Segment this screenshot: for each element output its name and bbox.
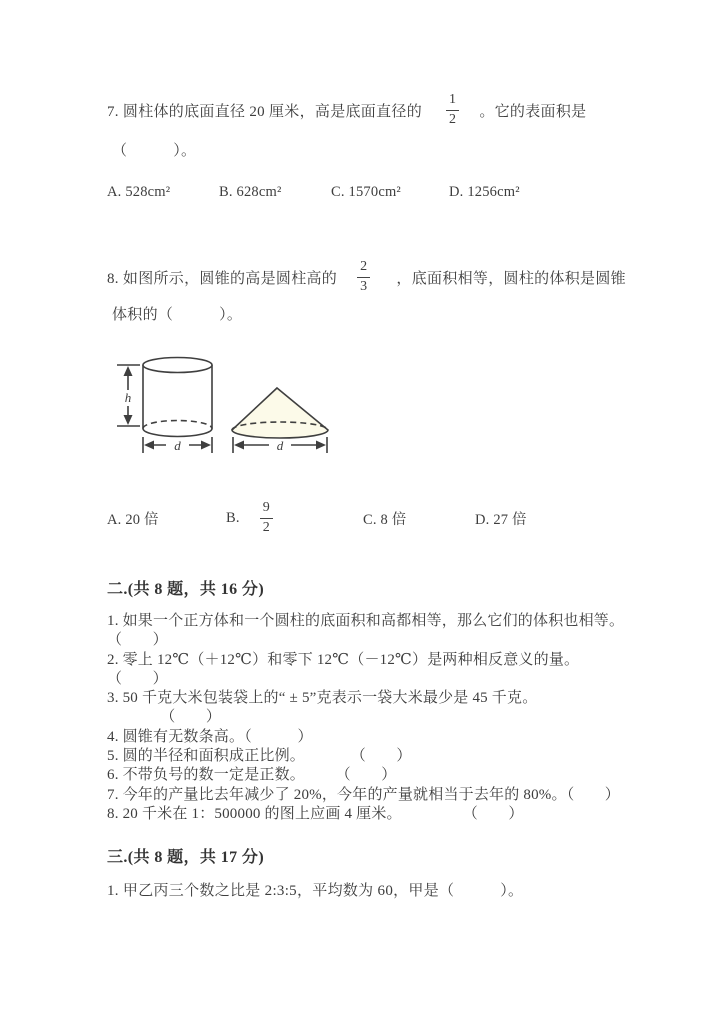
height-label: h [124, 390, 132, 405]
section-3-header: 三.(共 8 题，共 17 分) [107, 849, 265, 866]
cylinder-body [143, 365, 212, 437]
cone-d-arrowhead-left [234, 441, 244, 450]
question-7-option-d: D. 1256cm² [449, 184, 520, 200]
geometry-diagram [103, 352, 343, 464]
section-3-question-1: 1. 甲乙丙三个数之比是 2:3:5，平均数为 60，甲是（ ）。 [107, 883, 524, 899]
statement-line: 1. 如果一个正方体和一个圆柱的底面积和高都相等，那么它们的体积也相等。 [107, 613, 625, 629]
cone-body [232, 388, 328, 438]
cone-diameter-label: d [276, 438, 284, 453]
statement-line: 2. 零上 12℃（＋12℃）和零下 12℃（－12℃）是两种相反意义的量。 [107, 651, 580, 668]
statement-line: （ ） [107, 670, 168, 687]
statement-line: 8. 20 千米在 1：500000 的图上应画 4 厘米。 （ ） [107, 805, 524, 822]
question-7-text-after: 。它的表面积是 [479, 103, 587, 120]
question-7-option-a: A. 528cm² [107, 184, 171, 200]
cylinder-top-face [143, 358, 212, 373]
statement-line: 3. 50 千克大米包装袋上的“ ± 5”克表示一袋大米最少是 45 千克。 [107, 690, 538, 707]
question-8-option-b-label: B. [226, 509, 240, 526]
statement-line: 6. 不带负号的数一定是正数。 （ ） [107, 767, 397, 784]
fraction-denominator: 2 [446, 110, 459, 128]
section-2-statements [107, 612, 652, 824]
statement-line: 5. 圆的半径和面积成正比例。 （ ） [107, 748, 412, 765]
question-8-option-a: A. 20 倍 [107, 511, 159, 528]
question-7-text-before: 7. 圆柱体的底面直径 20 厘米，高是底面直径的 [107, 103, 423, 120]
question-7-option-c: C. 1570cm² [331, 184, 401, 200]
statement-line: 7. 今年的产量比去年减少了 20%，今年的产量就相当于去年的 80%。（ ） [107, 786, 620, 803]
fraction-nine-halves [260, 500, 273, 535]
question-8-option-b [226, 492, 273, 544]
fraction-one-half [446, 92, 459, 127]
question-7-line1 [107, 84, 586, 136]
cylinder-diameter-label: d [174, 438, 181, 453]
cyl-d-arrowhead-left [144, 441, 154, 450]
question-7-option-b: B. 628cm² [219, 184, 282, 200]
statement-line: 4. 圆锥有无数条高。（ ） [107, 728, 313, 745]
statement-line: （ ） [107, 632, 168, 649]
h-arrowhead-up [124, 366, 133, 376]
question-8-line1 [107, 251, 626, 303]
fraction-two-thirds [357, 259, 370, 294]
section-2-header: 二.(共 8 题，共 16 分) [107, 581, 265, 598]
question-8-text-after: ，底面积相等，圆柱的体积是圆锥 [396, 270, 626, 287]
question-8-option-c: C. 8 倍 [363, 511, 407, 528]
fraction-denominator: 3 [357, 277, 370, 295]
question-8-line2: 体积的（ ）。 [112, 307, 243, 323]
h-arrowhead-down [124, 415, 133, 425]
fraction-numerator: 1 [449, 92, 457, 108]
cone-d-arrowhead-right [316, 441, 326, 450]
fraction-denominator: 2 [260, 518, 273, 536]
question-8-text-before: 8. 如图所示，圆锥的高是圆柱高的 [107, 270, 338, 287]
fraction-numerator: 9 [262, 500, 270, 516]
question-8-option-d: D. 27 倍 [475, 511, 527, 528]
fraction-numerator: 2 [360, 259, 368, 275]
statement-line: （ ） [107, 709, 222, 726]
cyl-d-arrowhead-right [201, 441, 211, 450]
cylinder-cone-figure [103, 352, 343, 469]
question-7-answer-blank: （ ）。 [112, 143, 197, 159]
